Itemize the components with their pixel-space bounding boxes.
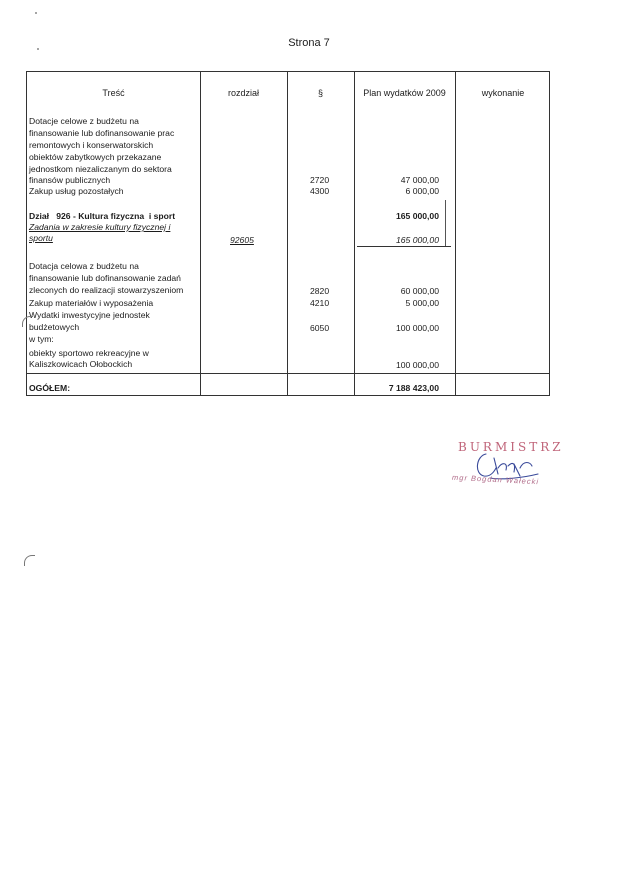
budget-table [26,71,550,396]
description-line: zleconych do realizacji stowarzyszeniom [29,285,184,295]
column-divider [200,72,201,395]
description-line: Dotacje celowe z budżetu na [29,116,139,126]
total-row-rule [27,373,549,374]
stamp-name: mgr Bogdan Wałecki [451,472,540,487]
description-line: Kaliszkowicach Ołobockich [29,359,133,369]
plan-amount: 60 000,00 [400,286,439,296]
description-line: Wydatki inwestycyjne jednostek [29,310,150,320]
margin-mark [24,555,35,566]
w-tym-label: w tym: [29,334,54,344]
paragraph-code: 2720 [310,175,330,185]
description-line: finansów publicznych [29,175,111,185]
total-label: OGÓŁEM: [29,383,71,393]
plan-amount: 47 000,00 [400,175,439,185]
description-line: obiektów zabytkowych przekazane [29,152,162,162]
description-line: jednostkom niezaliczanym do sektora [29,164,172,174]
official-stamp [448,440,578,500]
paragraph-code: 4300 [310,186,330,196]
margin-mark [22,316,33,327]
plan-amount: 5 000,00 [405,298,439,308]
scan-speck [37,48,39,50]
plan-amount: 100 000,00 [395,323,439,333]
total-amount: 7 188 423,00 [388,383,439,393]
subsection-line: Zadania w zakresie kultury fizycznej i [29,222,171,232]
chapter-code: 92605 [230,235,254,245]
plan-amount: 165 000,00 [395,235,439,245]
paragraph-code: 2820 [310,286,330,296]
page-header: Strona 7 [288,37,330,49]
wykonanie-partial-rule [445,200,446,246]
column-header-rozdzial: rozdział [227,88,259,98]
column-header-tresc: Treść [102,88,125,98]
plan-amount: 165 000,00 [395,211,439,221]
description-line: finansowanie lub dofinansowanie prac [29,128,175,138]
paragraph-code: 6050 [310,323,330,333]
description-line: Zakup usług pozostałych [29,186,124,196]
description-line: Dotacja celowa z budżetu na [29,261,139,271]
description-line: Zakup materiałów i wyposażenia [29,298,154,308]
scan-speck [35,12,37,14]
column-header-wykonanie: wykonanie [481,88,525,98]
subsection-line: sportu [29,233,53,243]
column-header-paragraf: § [317,88,323,98]
paragraph-code: 4210 [310,298,330,308]
description-line: budżetowych [29,322,80,332]
column-header-plan: Plan wydatków 2009 [363,88,446,98]
column-divider [455,72,456,395]
plan-amount: 100 000,00 [395,360,439,370]
stamp-title: BURMISTRZ [458,440,564,454]
plan-amount: 6 000,00 [405,186,439,196]
description-line: remontowych i konserwatorskich [29,140,154,150]
description-line: obiekty sportowo rekreacyjne w [29,348,149,358]
column-divider [354,72,355,395]
section-heading: Dział 926 - Kultura fizyczna i sport [29,211,176,221]
description-line: finansowanie lub dofinansowanie zadań [29,273,181,283]
subtotal-underline [357,246,451,247]
column-divider [287,72,288,395]
